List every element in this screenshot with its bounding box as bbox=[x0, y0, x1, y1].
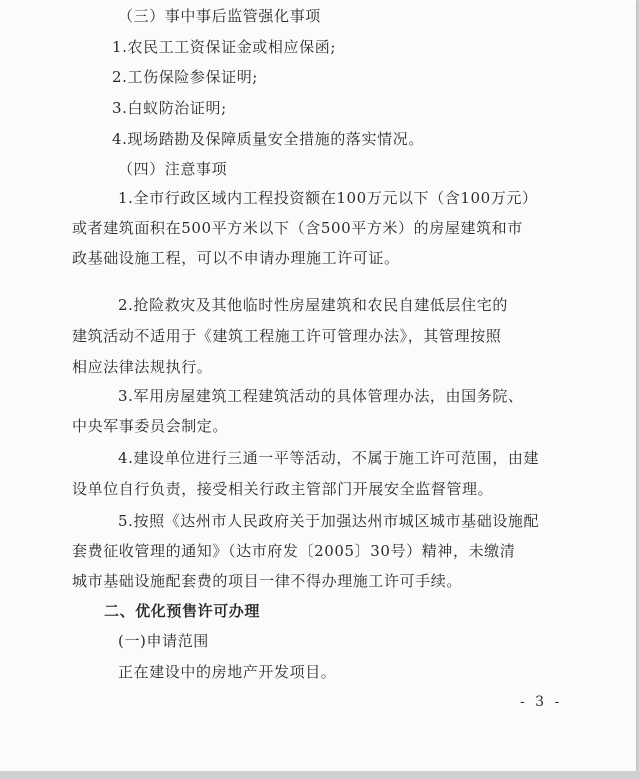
list-item: 1.农民工工资保证金或相应保函; bbox=[112, 38, 336, 56]
subsection-heading-3: （三）事中事后监管强化事项 bbox=[118, 7, 321, 25]
paragraph-line: 5.按照《达州市人民政府关于加强达州市城区城市基础设施配 bbox=[118, 512, 540, 530]
paragraph-line: 设单位自行负责，接受相关行政主管部门开展安全监督管理。 bbox=[72, 480, 494, 498]
paragraph-line: 相应法律法规执行。 bbox=[72, 358, 213, 376]
section-heading: 二、优化预售许可办理 bbox=[104, 602, 261, 620]
paragraph-line: 建筑活动不适用于《建筑工程施工许可管理办法》，其管理按照 bbox=[72, 327, 502, 345]
paragraph-line: 2.抢险救灾及其他临时性房屋建筑和农民自建低层住宅的 bbox=[118, 296, 508, 314]
list-item: 4.现场踏勘及保障质量安全措施的落实情况。 bbox=[112, 130, 424, 148]
paragraph-line: 城市基础设施配套费的项目一律不得办理施工许可手续。 bbox=[72, 572, 463, 590]
paragraph-line: 3.军用房屋建筑工程建筑活动的具体管理办法，由国务院、 bbox=[118, 387, 524, 405]
list-item: 3.白蚁防治证明; bbox=[112, 99, 227, 117]
paragraph-line: 4.建设单位进行三通一平等活动，不属于施工许可范围，由建 bbox=[118, 449, 540, 467]
paragraph-line: 1.全市行政区域内工程投资额在100万元以下（含100万元） bbox=[118, 189, 538, 207]
paragraph-line: 套费征收管理的通知》（达市府发〔2005〕30号）精神，未缴清 bbox=[72, 542, 516, 560]
subsection-heading-4: （四）注意事项 bbox=[118, 160, 228, 178]
page-number: - 3 - bbox=[520, 694, 563, 710]
paragraph-line: 正在建设中的房地产开发项目。 bbox=[118, 663, 337, 681]
paragraph-line: 中央军事委员会制定。 bbox=[72, 417, 229, 435]
list-item: 2.工伤保险参保证明; bbox=[112, 68, 258, 86]
paragraph-line: 或者建筑面积在500平方米以下（含500平方米）的房屋建筑和市 bbox=[72, 219, 523, 237]
page-bottom-edge bbox=[0, 771, 640, 779]
subsection-heading: (一)申请范围 bbox=[118, 632, 209, 650]
paragraph-line: 政基础设施工程，可以不申请办理施工许可证。 bbox=[72, 249, 400, 267]
